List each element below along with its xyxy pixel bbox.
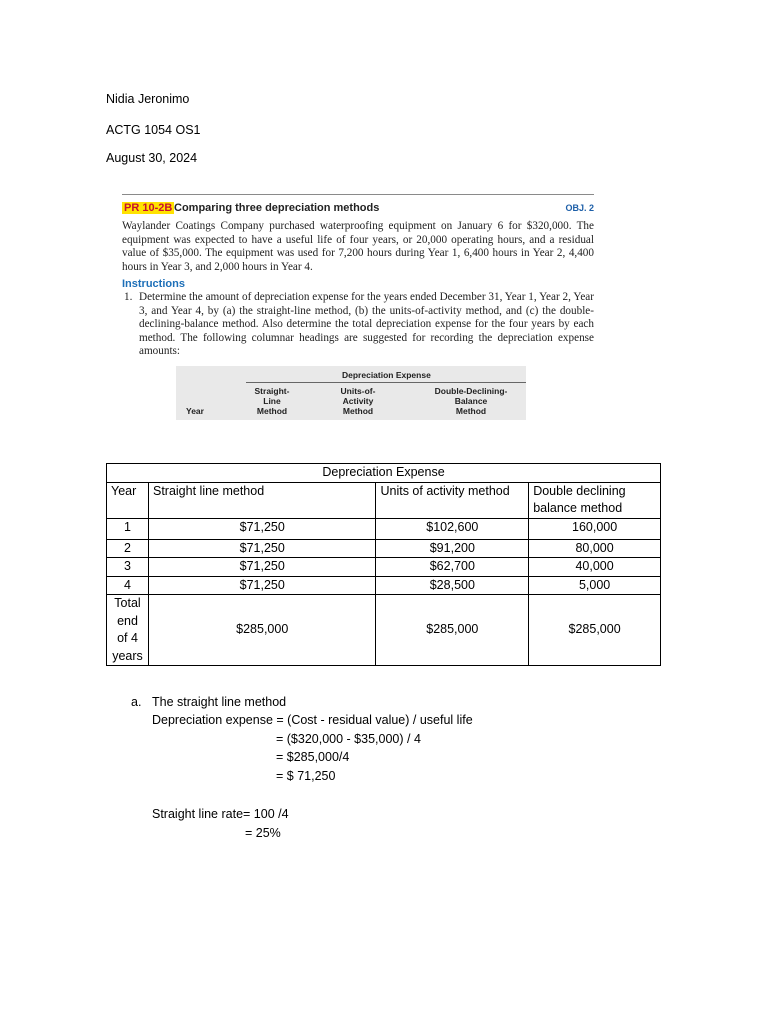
instructions-heading: Instructions — [122, 278, 185, 291]
column-header: Double declining balance method — [529, 482, 661, 518]
table-group-header-row — [107, 464, 661, 483]
total-cell: $285,000 — [529, 595, 661, 666]
problem-objective: OBJ. 2 — [565, 203, 594, 213]
table-row — [107, 518, 661, 539]
headings-year: Year — [186, 406, 204, 416]
table-cell: $71,250 — [148, 539, 375, 558]
table-cell: $102,600 — [376, 518, 529, 539]
table-cell: $62,700 — [376, 558, 529, 577]
table-cell: $91,200 — [376, 539, 529, 558]
table-cell: 1 — [107, 518, 149, 539]
table-cell: 2 — [107, 539, 149, 558]
column-header: Straight line method — [148, 482, 375, 518]
table-cell: 4 — [107, 576, 149, 595]
table-cell: 40,000 — [529, 558, 661, 577]
headings-rule — [246, 382, 526, 383]
calc-step-3: = $ 71,250 — [276, 769, 336, 783]
problem-title: Comparing three depreciation methods — [174, 202, 380, 214]
problem-number: PR 10-2B — [124, 202, 173, 214]
table-header-row — [107, 482, 661, 518]
table-cell: 80,000 — [529, 539, 661, 558]
rate-value: = 25% — [245, 826, 281, 840]
table-row — [107, 576, 661, 595]
table-cell: $71,250 — [148, 518, 375, 539]
calc-step-2: = $285,000/4 — [276, 750, 350, 764]
table-group-header: Depreciation Expense — [107, 464, 661, 483]
instruction-text: Determine the amount of depreciation expense for the years ended December 31, Year 1, Year 2, Year 3, and Year 4, by (a) the straight-line method, (b) the units-of-activity method, and (c) the double-declining-balance method. Also determine the total depreciation expense for the four years by each method. The following columnar headings are suggested for recording the depreciation expense amounts: — [139, 291, 594, 357]
table-cell: $71,250 — [148, 558, 375, 577]
table-cell: 3 — [107, 558, 149, 577]
document-date: August 30, 2024 — [106, 151, 198, 165]
rate-label: Straight line rate= 100 /4 — [152, 807, 289, 821]
suggested-column-headings — [176, 366, 526, 420]
instruction-number: 1. — [124, 291, 133, 304]
column-header: Year — [107, 482, 149, 518]
headings-double-declining: Double-Declining- Balance Method — [434, 386, 508, 416]
total-label: Total end of 4 years — [107, 595, 149, 666]
table-total-row — [107, 595, 661, 666]
total-cell: $285,000 — [376, 595, 529, 666]
table-cell: $71,250 — [148, 576, 375, 595]
problem-body: Waylander Coatings Company purchased waterproofing equipment on January 6 for $320,000. The equipment was expected to have a useful life of four years, or 20,000 operating hours, and a residual value of $35,000. The equipment was used for 7,200 hours during Year 1, 6,400 hours in Year 2, 4,400 hours in Year 3, and 2,000 hours in Year 4. — [122, 220, 594, 273]
course-code: ACTG 1054 OS1 — [106, 123, 201, 137]
calc-step-1: = ($320,000 - $35,000) / 4 — [276, 732, 421, 746]
table-row — [107, 539, 661, 558]
table-row — [107, 558, 661, 577]
table-cell: $28,500 — [376, 576, 529, 595]
headings-units-of-activity: Units-of- Activity Method — [340, 386, 376, 416]
depreciation-table — [106, 463, 661, 666]
calc-item-label: a. — [131, 695, 142, 709]
total-cell: $285,000 — [148, 595, 375, 666]
calc-formula: Depreciation expense = (Cost - residual value) / useful life — [152, 713, 473, 727]
student-name: Nidia Jeronimo — [106, 92, 190, 106]
problem-header — [122, 202, 594, 220]
instruction-item — [122, 291, 594, 358]
calc-item-title: The straight line method — [152, 695, 287, 709]
table-cell: 160,000 — [529, 518, 661, 539]
headings-group-label: Depreciation Expense — [342, 370, 431, 380]
column-header: Units of activity method — [376, 482, 529, 518]
table-cell: 5,000 — [529, 576, 661, 595]
headings-straight-line: Straight- Line Method — [254, 386, 290, 416]
